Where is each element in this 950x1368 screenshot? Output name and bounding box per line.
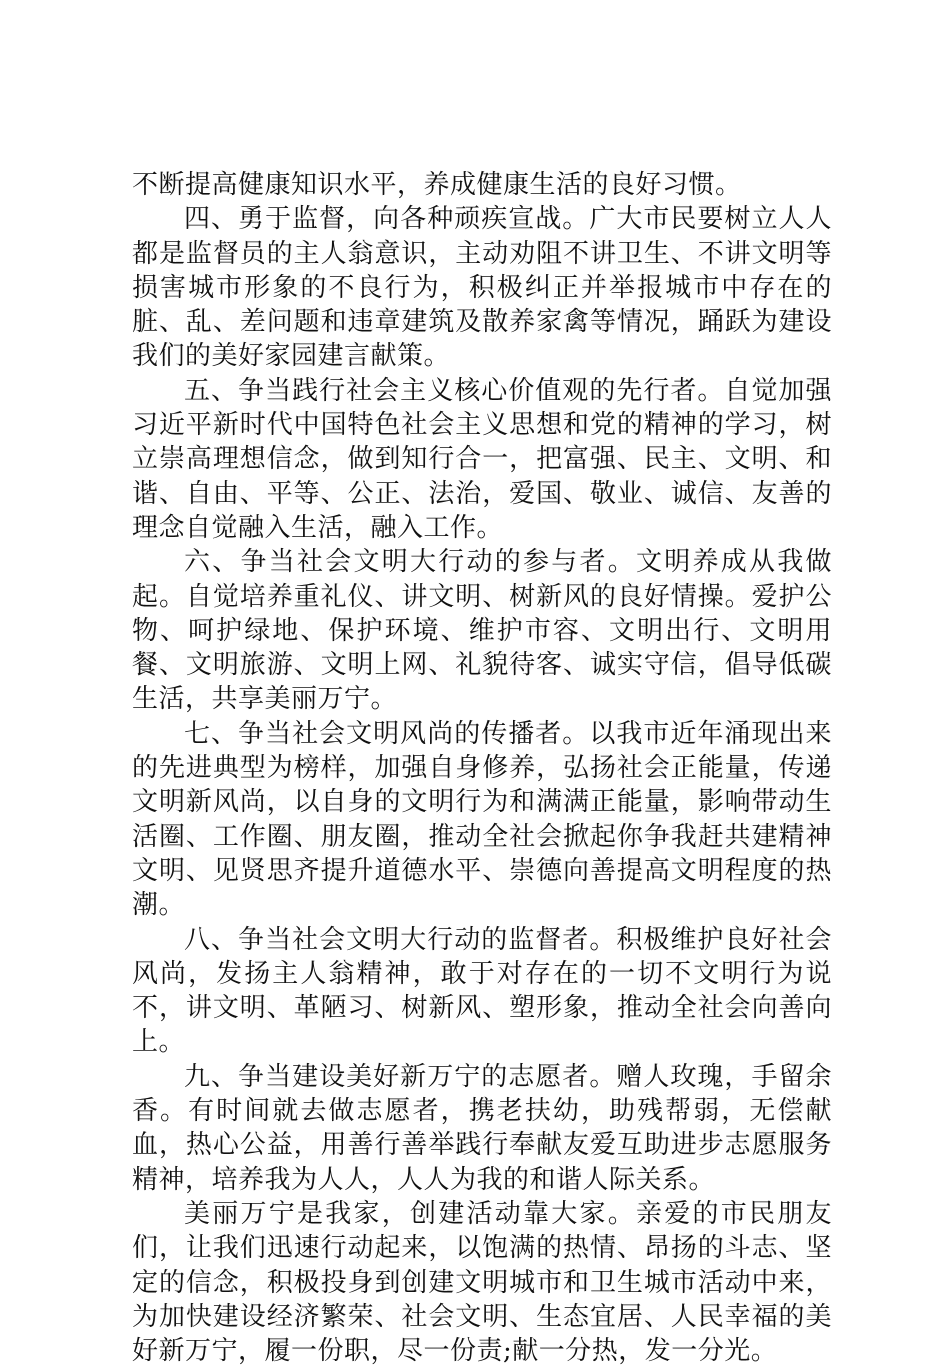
paragraph-closing: 美丽万宁是我家，创建活动靠大家。亲爱的市民朋友们，让我们迅速行动起来，以饱满的热情、昂扬的斗志、坚定的信念，积极投身到创建文明城市和卫生城市活动中来，为加快建设经济繁荣、社会文明、生态宜居、人民幸福的美好新万宁，履一份职，尽一份责;献一分热，发一分光。 xyxy=(132,1198,832,1367)
document-body xyxy=(132,168,832,1368)
paragraph-item-5-core-values: 五、争当践行社会主义核心价值观的先行者。自觉加强习近平新时代中国特色社会主义思想和党的精神的学习，树立崇高理想信念，做到知行合一，把富强、民主、文明、和谐、自由、平等、公正、法治，爱国、敬业、诚信、友善的理念自觉融入生活，融入工作。 xyxy=(132,375,832,543)
paragraph-item-8-supervisor: 八、争当社会文明大行动的监督者。积极维护良好社会风尚，发扬主人翁精神，敢于对存在的一切不文明行为说不，讲文明、革陋习、树新风、塑形象，推动全社会向善向上。 xyxy=(132,924,832,1058)
paragraph-continuation: 不断提高健康知识水平，养成健康生活的良好习惯。 xyxy=(132,170,742,200)
paragraph-item-9-volunteer: 九、争当建设美好新万宁的志愿者。赠人玫瑰，手留余香。有时间就去做志愿者，携老扶幼，助残帮弱，无偿献血，热心公益，用善行善举践行奉献友爱互助进步志愿服务精神，培养我为人人，人人为我的和谐人际关系。 xyxy=(132,1061,832,1195)
paragraph-item-7-disseminator: 七、争当社会文明风尚的传播者。以我市近年涌现出来的先进典型为榜样，加强自身修养，弘扬社会正能量，传递文明新风尚，以自身的文明行为和满满正能量，影响带动生活圈、工作圈、朋友圈，推动全社会掀起你争我赶共建精神文明、见贤思齐提升道德水平、崇德向善提高文明程度的热潮。 xyxy=(132,718,832,921)
paragraph-item-6-participant: 六、争当社会文明大行动的参与者。文明养成从我做起。自觉培养重礼仪、讲文明、树新风的良好情操。爱护公物、呵护绿地、保护环境、维护市容、文明出行、文明用餐、文明旅游、文明上网、礼貌待客、诚实守信，倡导低碳生活，共享美丽万宁。 xyxy=(132,547,832,715)
paragraph-item-4-supervision: 四、勇于监督，向各种顽疾宣战。广大市民要树立人人都是监督员的主人翁意识，主动劝阻不讲卫生、不讲文明等损害城市形象的不良行为，积极纠正并举报城市中存在的脏、乱、差问题和违章建筑及散养家禽等情况，踊跃为建设我们的美好家园建言献策。 xyxy=(132,204,832,372)
